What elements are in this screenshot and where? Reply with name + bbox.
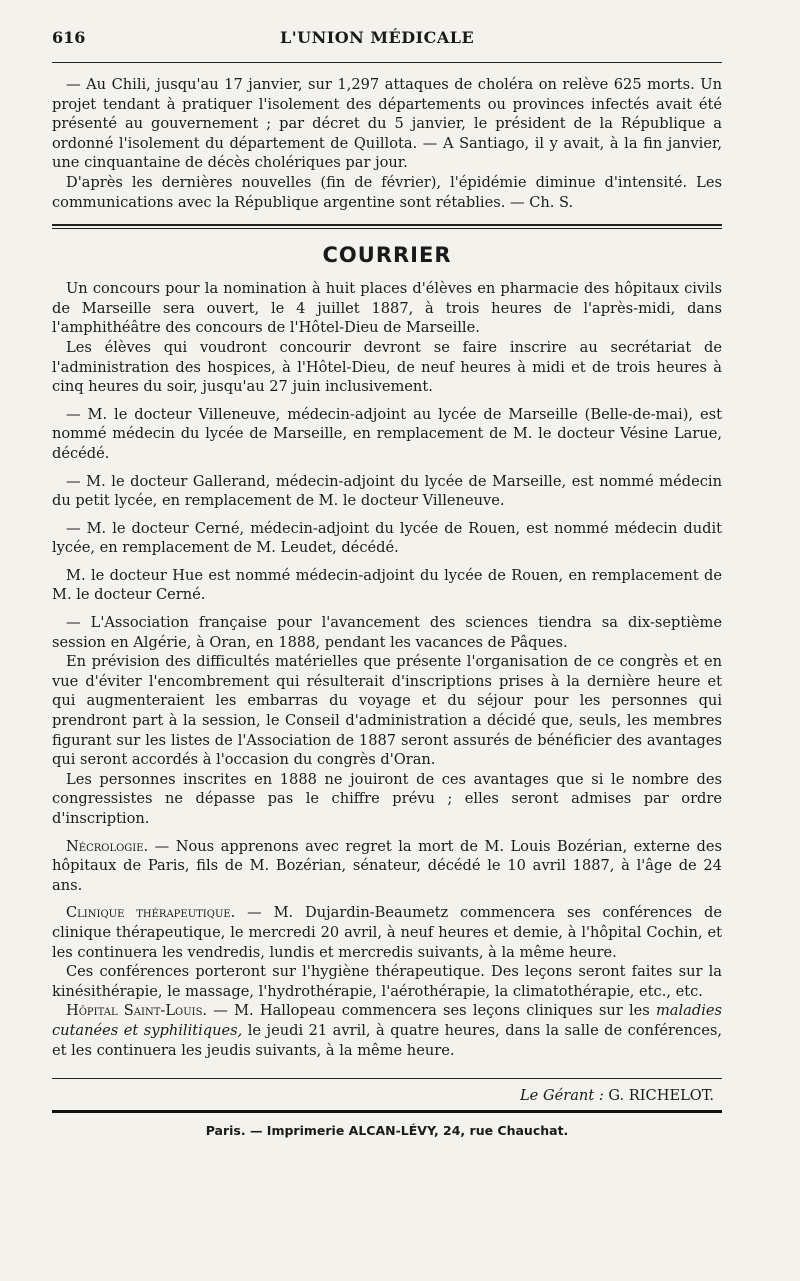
page: [52, 28, 722, 1138]
hospital-text: — M. Hallopeau commencera ses leçons cliniques sur les: [207, 1002, 656, 1020]
news-paragraph: Les élèves qui voudront concourir devront se faire inscrire au secrétariat de l'administration des hospices, à l'Hôtel-Dieu, de neuf heures à midi et de trois heures à cinq heures du soir, jusqu'au 27 juin inclusivement.: [52, 338, 722, 396]
imprint-rule: [52, 1110, 722, 1113]
courrier-body: [52, 279, 722, 1060]
signature-name: G. RICHELOT.: [603, 1087, 714, 1105]
clinic-paragraph: [52, 903, 722, 962]
news-paragraph: — M. le docteur Gallerand, médecin-adjoint du lycée de Marseille, est nommé médecin du petit lycée, en remplacement de M. le docteur Villeneuve.: [52, 472, 722, 510]
section-title: COURRIER: [322, 243, 452, 268]
running-title: L'UNION MÉDICALE: [280, 28, 475, 47]
obituary-label: Nécrologie.: [66, 837, 149, 855]
news-paragraph: — L'Association française pour l'avancement des sciences tiendra sa dix-septième session en Algérie, à Oran, en 1888, pendant les vacances de Pâques.: [52, 614, 722, 651]
hospital-label: Hôpital Saint-Louis.: [66, 1002, 208, 1020]
news-paragraph: Un concours pour la nomination à huit places d'élèves en pharmacie des hôpitaux civils de Marseille sera ouvert, le 4 juillet 1887, à trois heures de l'après-midi, dans l'amphithéâtre des concours de l'Hôtel-Dieu de Marseille.: [52, 280, 722, 337]
clinic-label: Clinique thérapeutique.: [66, 904, 236, 922]
news-paragraph: En prévision des difficultés matérielles que présente l'organisation de ce congrès et en vue d'éviter l'encombrement qui résulterait d'inscriptions prises à la dernière heure et qui augmenteraient les embarras du voyage et du séjour pour les personnes qui prendront part à la session, le Conseil d'administration a décidé que, seuls, les membres figurant sur les listes de l'Association de 1887 seront assurés de bénéficier des avantages qui seront accordés à l'occasion du congrès d'Oran.: [52, 653, 722, 769]
hospital-paragraph: [52, 1001, 722, 1060]
article-paragraph: D'après les dernières nouvelles (fin de février), l'épidémie diminue d'intensité. Les communications avec la République argentine sont rétablies. — Ch. S.: [52, 173, 722, 211]
obituary-text: — Nous apprenons avec regret la mort de M. Louis Bozérian, externe des hôpitaux de Paris, fils de M. Bozérian, sénateur, décédé le 10 avril 1887, à l'âge de 24 ans.: [52, 837, 722, 894]
section-divider: [52, 224, 722, 229]
clinic-paragraph: Ces conférences porteront sur l'hygiène thérapeutique. Des leçons seront faites sur la kinésithérapie, le massage, l'hydrothérapie, l'aérothérapie, la climatothérapie, etc., etc.: [52, 963, 722, 1000]
signature: [52, 1087, 722, 1104]
hospital-topic: maladies cutanées et syphilitiques,: [52, 1002, 722, 1039]
clinic-text: — M. Dujardin-Beaumetz commencera ses conférences de clinique thérapeutique, le mercredi 20 avril, à neuf heures et demie, à l'hôpital Cochin, et les continuera les vendredis, lundis et mercredis suivants, à la même heure.: [52, 904, 722, 961]
obituary-paragraph: [52, 837, 722, 896]
header-rule: [52, 62, 722, 63]
page-header: [52, 28, 722, 54]
signature-label: Le Gérant :: [519, 1087, 604, 1105]
news-paragraph: — M. le docteur Cerné, médecin-adjoint du lycée de Rouen, est nommé médecin dudit lycée, en remplacement de M. Leudet, décédé.: [52, 519, 722, 557]
article-paragraph: — Au Chili, jusqu'au 17 janvier, sur 1,297 attaques de choléra on relève 625 morts. Un projet tendant à pratiquer l'isolement des départements ou provinces infectés avait été présenté au gouvernement ; par décret du 5 janvier, le président de la République a ordonné l'isolement du département de Quillota. — A Santiago, il y avait, à la fin janvier, une cinquantaine de décès cholériques par jour.: [52, 76, 722, 172]
top-article: [52, 75, 722, 212]
news-paragraph: M. le docteur Hue est nommé médecin-adjoint du lycée de Rouen, en remplacement de M. le docteur Cerné.: [52, 566, 722, 604]
footer-rule: [52, 1078, 722, 1079]
news-paragraph: — M. le docteur Villeneuve, médecin-adjoint au lycée de Marseille (Belle-de-mai), est nommé médecin du lycée de Marseille, en remplacement de M. le docteur Vésine Larue, décédé.: [52, 405, 722, 462]
news-paragraph: Les personnes inscrites en 1888 ne jouiront de ces avantages que si le nombre des congressistes ne dépasse pas le chiffre prévu ; elles seront admises par ordre d'inscription.: [52, 770, 722, 827]
hospital-text-end: le jeudi 21 avril, à quatre heures, dans la salle de conférences, et les continuera les jeudis suivants, à la même heure.: [52, 1021, 722, 1059]
printer-imprint: Paris. — Imprimerie ALCAN-LÉVY, 24, rue Chauchat.: [205, 1123, 569, 1139]
page-number: 616: [52, 28, 86, 47]
